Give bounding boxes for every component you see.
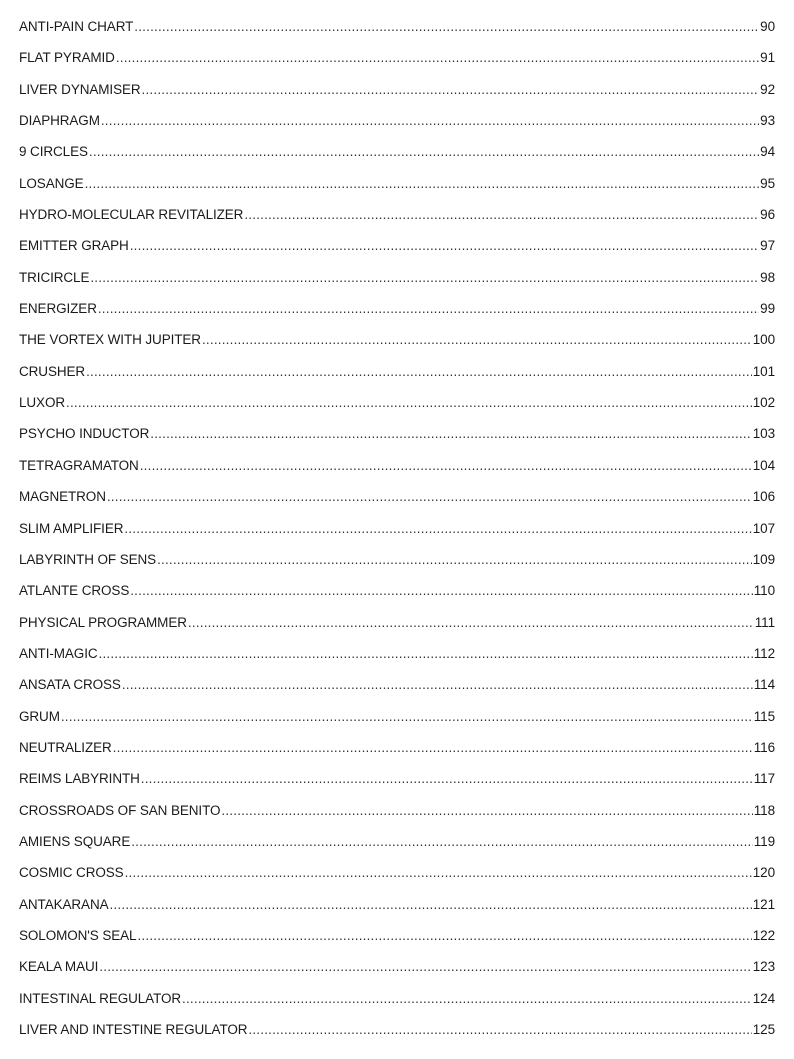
toc-entry-page: 104: [752, 457, 775, 473]
toc-entry[interactable]: [19, 769, 775, 800]
toc-entry[interactable]: [19, 863, 775, 894]
toc-entry-page: 112: [753, 645, 775, 661]
toc-entry[interactable]: [19, 393, 775, 424]
toc-dot-leader: [137, 926, 751, 946]
toc-entry-page: 96: [760, 207, 775, 223]
toc-entry[interactable]: [19, 801, 775, 832]
toc-dot-leader: [244, 205, 759, 225]
toc-entry-page: 100: [752, 332, 775, 348]
toc-entry-page: 118: [753, 802, 775, 818]
toc-entry-title: EMITTER GRAPH: [19, 238, 129, 254]
toc-entry-title: ATLANTE CROSS: [19, 583, 130, 599]
toc-entry-title: PSYCHO INDUCTOR: [19, 426, 150, 442]
toc-entry-page: 98: [760, 269, 775, 285]
toc-entry[interactable]: [19, 581, 775, 612]
toc-entry-page: 119: [753, 833, 775, 849]
toc-entry-title: 9 CIRCLES: [19, 144, 88, 160]
toc-entry-title: LIVER DYNAMISER: [19, 81, 141, 97]
toc-entry[interactable]: [19, 48, 775, 79]
toc-dot-leader: [157, 550, 752, 570]
toc-entry[interactable]: [19, 424, 775, 455]
toc-entry-page: 114: [753, 677, 775, 693]
toc-entry-title: REIMS LABYRINTH: [19, 771, 140, 787]
toc-entry[interactable]: [19, 832, 775, 863]
toc-entry-title: CRUSHER: [19, 363, 86, 379]
toc-entry[interactable]: [19, 738, 775, 769]
toc-entry[interactable]: [19, 1020, 775, 1051]
toc-entry[interactable]: [19, 487, 775, 518]
toc-entry[interactable]: [19, 330, 775, 361]
toc-dot-leader: [182, 989, 752, 1009]
toc-entry-page: 124: [752, 990, 775, 1006]
toc-entry-page: 103: [752, 426, 775, 442]
toc-dot-leader: [221, 801, 752, 821]
toc-dot-leader: [140, 456, 752, 476]
toc-entry[interactable]: [19, 80, 775, 111]
toc-entry[interactable]: [19, 174, 775, 205]
toc-entry-title: TETRAGRAMATON: [19, 457, 139, 473]
toc-entry-page: 107: [752, 520, 775, 536]
toc-entry-page: 109: [752, 551, 775, 567]
toc-entry[interactable]: [19, 926, 775, 957]
toc-dot-leader: [90, 268, 759, 288]
toc-dot-leader: [101, 111, 759, 131]
toc-entry-page: 95: [760, 175, 775, 191]
toc-entry-page: 115: [753, 708, 775, 724]
toc-dot-leader: [141, 769, 753, 789]
table-of-contents: [19, 17, 775, 1051]
toc-entry-title: HYDRO-MOLECULAR REVITALIZER: [19, 207, 244, 223]
toc-entry-page: 97: [760, 238, 775, 254]
toc-entry-title: AMIENS SQUARE: [19, 833, 131, 849]
toc-entry-title: PHYSICAL PROGRAMMER: [19, 614, 187, 630]
toc-entry-title: COSMIC CROSS: [19, 865, 124, 881]
toc-dot-leader: [134, 17, 759, 37]
toc-entry-page: 122: [752, 927, 775, 943]
toc-entry[interactable]: [19, 895, 775, 926]
toc-entry[interactable]: [19, 362, 775, 393]
toc-entry-page: 111: [754, 614, 775, 630]
toc-entry[interactable]: [19, 268, 775, 299]
toc-entry-page: 106: [752, 489, 775, 505]
toc-dot-leader: [130, 581, 753, 601]
toc-dot-leader: [116, 48, 759, 68]
toc-entry[interactable]: [19, 299, 775, 330]
toc-entry-title: KEALA MAUI: [19, 959, 99, 975]
toc-entry[interactable]: [19, 17, 775, 48]
toc-entry-title: THE VORTEX WITH JUPITER: [19, 332, 201, 348]
toc-dot-leader: [66, 393, 752, 413]
toc-entry-page: 93: [760, 113, 775, 129]
toc-entry-title: SLIM AMPLIFIER: [19, 520, 124, 536]
toc-dot-leader: [86, 362, 752, 382]
toc-entry[interactable]: [19, 989, 775, 1020]
toc-entry-title: NEUTRALIZER: [19, 739, 112, 755]
toc-entry[interactable]: [19, 142, 775, 173]
toc-entry-page: 116: [753, 739, 775, 755]
toc-entry-title: ENERGIZER: [19, 301, 97, 317]
toc-entry-page: 121: [752, 896, 775, 912]
toc-entry-page: 123: [752, 959, 775, 975]
toc-dot-leader: [99, 644, 753, 664]
toc-dot-leader: [107, 487, 752, 507]
toc-entry[interactable]: [19, 456, 775, 487]
toc-entry[interactable]: [19, 550, 775, 581]
toc-entry-page: 101: [752, 363, 775, 379]
toc-entry-title: ANTI-PAIN CHART: [19, 19, 134, 34]
toc-entry[interactable]: [19, 707, 775, 738]
toc-entry-page: 125: [752, 1022, 775, 1037]
toc-entry-page: 117: [753, 771, 775, 787]
toc-dot-leader: [113, 738, 753, 758]
toc-dot-leader: [131, 832, 753, 852]
toc-entry-title: TRICIRCLE: [19, 269, 90, 285]
toc-entry-title: CROSSROADS OF SAN BENITO: [19, 802, 221, 818]
toc-dot-leader: [125, 863, 752, 883]
toc-entry-title: SOLOMON'S SEAL: [19, 927, 137, 943]
toc-entry-page: 120: [752, 865, 775, 881]
toc-dot-leader: [110, 895, 752, 915]
toc-dot-leader: [85, 174, 760, 194]
toc-entry-page: 94: [760, 144, 775, 160]
toc-dot-leader: [122, 675, 753, 695]
toc-dot-leader: [188, 613, 754, 633]
toc-dot-leader: [130, 236, 759, 256]
toc-dot-leader: [99, 957, 751, 977]
toc-entry-title: GRUM: [19, 708, 60, 724]
toc-entry-title: MAGNETRON: [19, 489, 106, 505]
toc-dot-leader: [142, 80, 760, 100]
toc-entry-page: 110: [753, 583, 775, 599]
toc-entry-title: ANTI-MAGIC: [19, 645, 98, 661]
toc-entry-title: LIVER AND INTESTINE REGULATOR: [19, 1022, 248, 1037]
toc-dot-leader: [89, 142, 759, 162]
toc-entry-title: LABYRINTH OF SENS: [19, 551, 157, 567]
toc-entry[interactable]: [19, 205, 775, 236]
toc-dot-leader: [98, 299, 759, 319]
toc-entry-title: ANSATA CROSS: [19, 677, 121, 693]
toc-dot-leader: [248, 1020, 751, 1040]
toc-entry-title: FLAT PYRAMID: [19, 50, 115, 66]
toc-entry[interactable]: [19, 613, 775, 644]
toc-entry[interactable]: [19, 519, 775, 550]
toc-entry-page: 102: [752, 395, 775, 411]
toc-entry-page: 90: [760, 19, 775, 34]
toc-entry-title: INTESTINAL REGULATOR: [19, 990, 182, 1006]
toc-entry[interactable]: [19, 111, 775, 142]
toc-entry-page: 92: [760, 81, 775, 97]
toc-entry-title: DIAPHRAGM: [19, 113, 100, 129]
toc-entry-title: LOSANGE: [19, 175, 84, 191]
toc-dot-leader: [202, 330, 752, 350]
toc-entry[interactable]: [19, 675, 775, 706]
toc-dot-leader: [150, 424, 752, 444]
toc-entry-page: 99: [760, 301, 775, 317]
toc-dot-leader: [61, 707, 753, 727]
toc-entry[interactable]: [19, 957, 775, 988]
toc-entry-title: LUXOR: [19, 395, 66, 411]
toc-dot-leader: [124, 519, 751, 539]
toc-entry[interactable]: [19, 236, 775, 267]
toc-entry[interactable]: [19, 644, 775, 675]
toc-entry-title: ANTAKARANA: [19, 896, 109, 912]
toc-entry-page: 91: [760, 50, 775, 66]
